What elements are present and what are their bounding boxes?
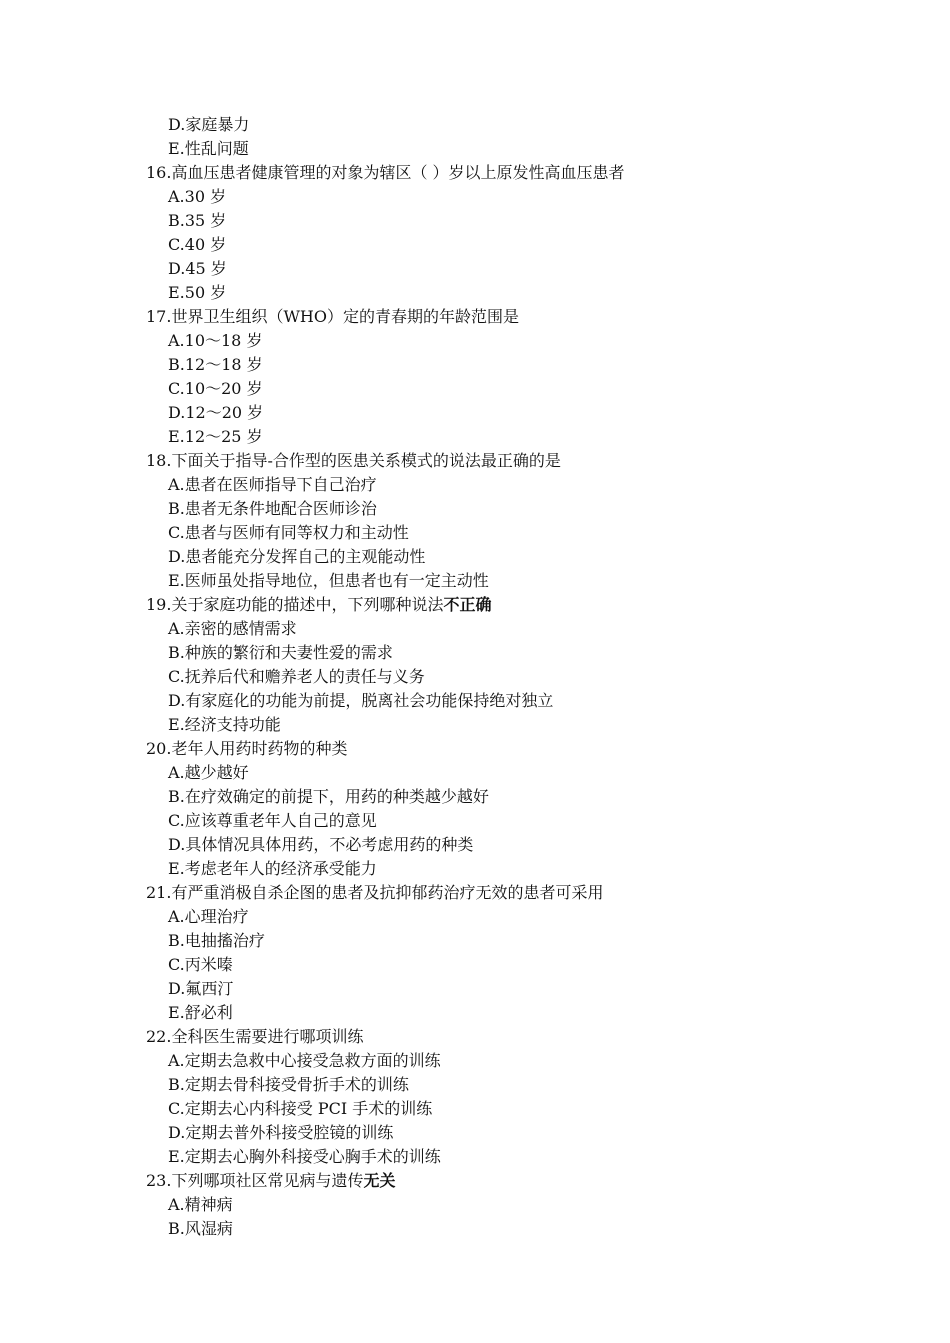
- option-line: A.亲密的感情需求: [168, 619, 297, 638]
- option-line: E.50 岁: [168, 283, 227, 302]
- option-line: E.考虑老年人的经济承受能力: [168, 859, 377, 878]
- question-text: 17.世界卫生组织（WHO）定的青春期的年龄范围是: [146, 307, 519, 326]
- option-line: B.电抽搐治疗: [168, 931, 265, 950]
- option-line: D.45 岁: [168, 259, 227, 278]
- option-line: B.种族的繁衍和夫妻性爱的需求: [168, 643, 393, 662]
- question-stem: [0, 449, 950, 473]
- option-line: C.定期去心内科接受 PCI 手术的训练: [168, 1099, 433, 1118]
- option-line: C.40 岁: [168, 235, 227, 254]
- question-stem: [0, 305, 950, 329]
- option-line: A.30 岁: [168, 187, 227, 206]
- option-line: B.患者无条件地配合医师诊治: [168, 499, 377, 518]
- option-line: A.心理治疗: [168, 907, 249, 926]
- question-emphasis: 无关: [363, 1171, 396, 1190]
- option-line: E.舒必利: [168, 1003, 233, 1022]
- exam-page: [0, 113, 950, 1241]
- option-line: E.医师虽处指导地位，但患者也有一定主动性: [168, 571, 489, 590]
- option-line: B.35 岁: [168, 211, 227, 230]
- option-line: D.患者能充分发挥自己的主观能动性: [168, 547, 426, 566]
- option-line: B.12～18 岁: [168, 355, 263, 374]
- option-line: D.有家庭化的功能为前提，脱离社会功能保持绝对独立: [168, 691, 554, 710]
- question-text: 20.老年人用药时药物的种类: [146, 739, 348, 758]
- option-line: A.患者在医师指导下自己治疗: [168, 475, 377, 494]
- question-stem: [0, 737, 950, 761]
- option-line: E.定期去心胸外科接受心胸手术的训练: [168, 1147, 441, 1166]
- option-line: D.12～20 岁: [168, 403, 264, 422]
- question-stem: [0, 161, 950, 185]
- option-line: C.抚养后代和赡养老人的责任与义务: [168, 667, 425, 686]
- question-stem: [0, 881, 950, 905]
- question-text: 23.下列哪项社区常见病与遗传: [146, 1171, 364, 1190]
- option-line: D.氟西汀: [168, 979, 234, 998]
- option-line: A.越少越好: [168, 763, 249, 782]
- option-line: E.12～25 岁: [168, 427, 263, 446]
- question-stem: [0, 1025, 950, 1049]
- option-line: B.定期去骨科接受骨折手术的训练: [168, 1075, 409, 1094]
- option-line: C.患者与医师有同等权力和主动性: [168, 523, 409, 542]
- option-line: A.定期去急救中心接受急救方面的训练: [168, 1051, 441, 1070]
- question-text: 22.全科医生需要进行哪项训练: [146, 1027, 364, 1046]
- question-text: 19.关于家庭功能的描述中，下列哪种说法: [146, 595, 444, 614]
- option-line: D.具体情况具体用药，不必考虑用药的种类: [168, 835, 474, 854]
- option-line: B.在疗效确定的前提下，用药的种类越少越好: [168, 787, 489, 806]
- option-line: C.丙米嗪: [168, 955, 233, 974]
- option-line: E.性乱问题: [168, 139, 249, 158]
- question-stem: [0, 593, 950, 617]
- option-line: C.应该尊重老年人自己的意见: [168, 811, 377, 830]
- option-line: B.风湿病: [168, 1219, 233, 1238]
- question-text: 16.高血压患者健康管理的对象为辖区（ ）岁以上原发性高血压患者: [146, 163, 625, 182]
- option-line: A.精神病: [168, 1195, 233, 1214]
- option-line: C.10～20 岁: [168, 379, 263, 398]
- option-line: A.10～18 岁: [168, 331, 263, 350]
- question-text: 18.下面关于指导-合作型的医患关系模式的说法最正确的是: [146, 451, 561, 470]
- option-line: E.经济支持功能: [168, 715, 281, 734]
- option-line: D.定期去普外科接受腔镜的训练: [168, 1123, 394, 1142]
- question-stem: [0, 1169, 950, 1193]
- question-text: 21.有严重消极自杀企图的患者及抗抑郁药治疗无效的患者可采用: [146, 883, 604, 902]
- question-emphasis: 不正确: [443, 595, 492, 614]
- option-line: D.家庭暴力: [168, 115, 250, 134]
